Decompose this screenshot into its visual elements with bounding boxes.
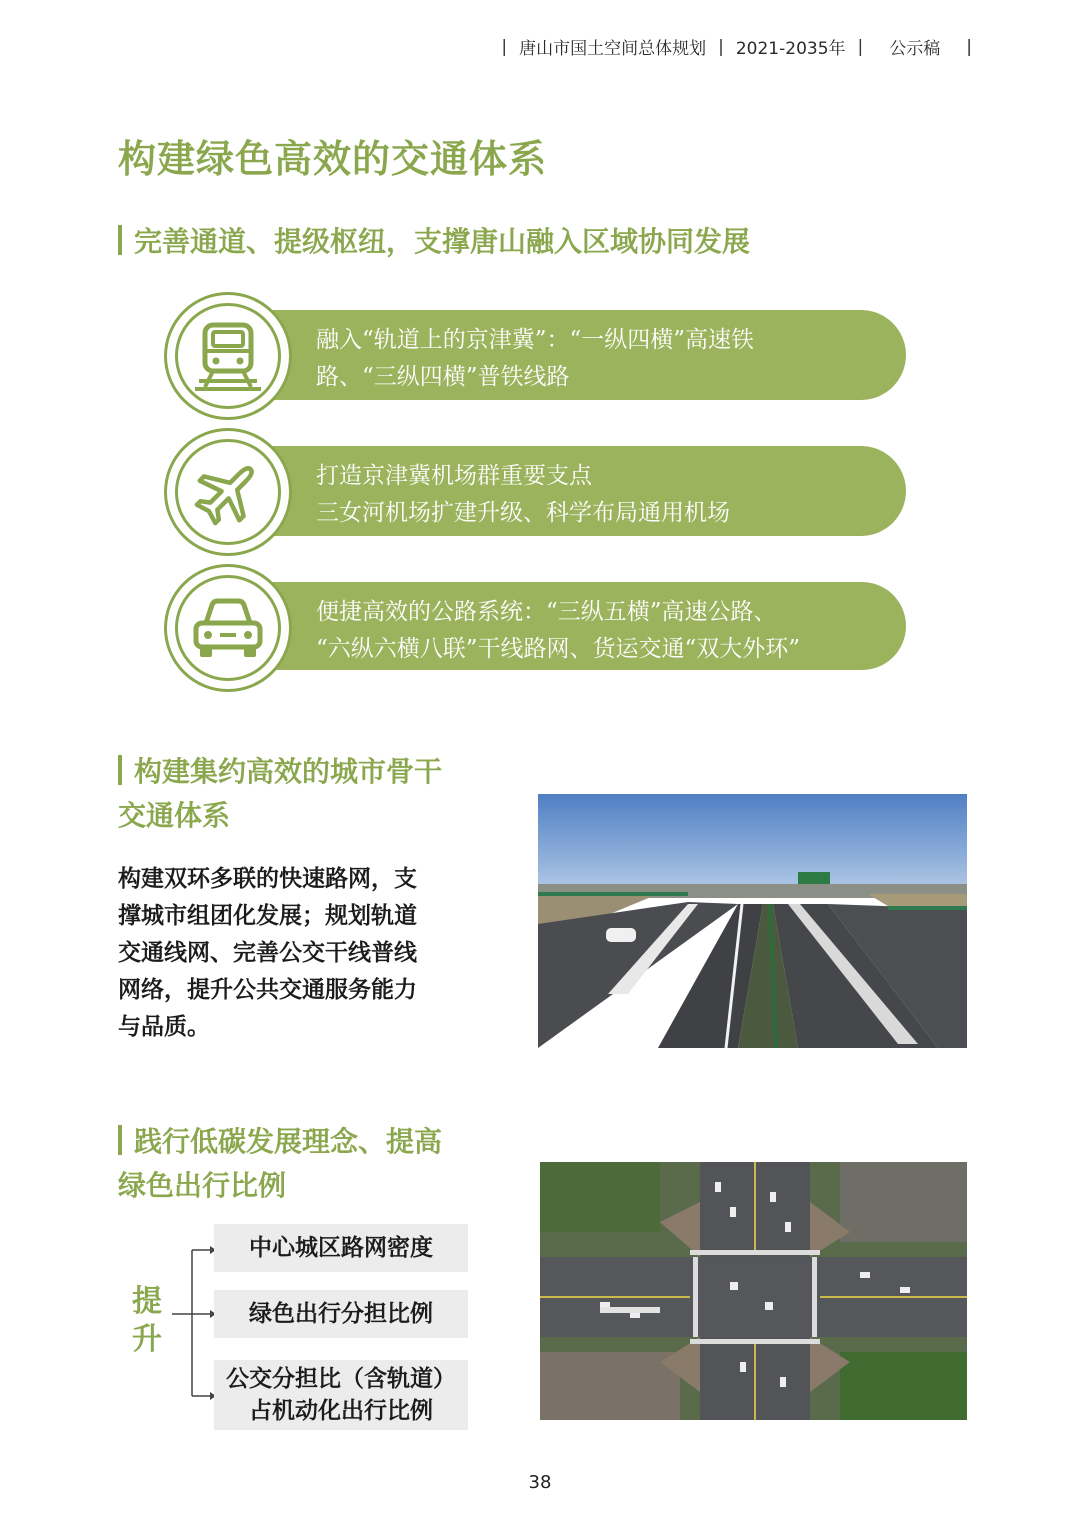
body-line: 撑城市组团化发展；规划轨道 [118,902,417,929]
section3-heading [118,1120,498,1208]
metric-line: 占机动化出行比例 [249,1397,433,1424]
highway-illustration [538,794,967,1048]
metric-road-density [214,1224,468,1272]
heading-bar [118,755,122,785]
section2-heading [118,750,498,838]
section2-heading-line [118,750,498,794]
body-line: 构建双环多联的快速路网，支 [118,865,417,892]
pill-line: 融入“轨道上的京津冀”：“一纵四横”高速铁 [316,327,755,353]
pill-line: “六纵六横八联”干线路网、货运交通“双大外环” [316,636,801,662]
heading-bar [118,225,122,255]
airplane-icon [190,454,266,530]
header-divider: | [966,36,972,57]
train-badge-inner [175,303,281,409]
metric-transit-share [214,1360,468,1430]
body-line: 与品质。 [118,1013,210,1040]
metric-green-travel [214,1290,468,1338]
heading-bar [118,1125,122,1155]
section3-heading-line: 绿色出行比例 [118,1169,287,1202]
highway-info-pill [218,582,906,670]
pill-line: 打造京津冀机场群重要支点 [316,463,592,489]
boost-label: 提升 [132,1284,162,1357]
header-divider: | [501,36,508,57]
pill-line: 便捷高效的公路系统：“三纵五横”高速公路、 [316,599,777,625]
section1-heading [118,220,750,264]
page-number: 38 [528,1472,552,1493]
highway-photo [538,794,967,1048]
airplane-badge-inner [175,439,281,545]
car-badge [164,564,292,692]
metric-line: 公交分担比（含轨道） [226,1365,456,1392]
section2-heading-text: 构建集约高效的城市骨干 [134,755,443,788]
body-line: 网络，提升公共交通服务能力 [118,976,417,1003]
car-icon [190,593,266,663]
pill-text [316,458,878,532]
page-title: 构建绿色高效的交通体系 [118,137,548,181]
airport-info-pill [218,446,906,536]
header-title: 唐山市国土空间总体规划 [519,39,707,59]
section2-heading-line: 交通体系 [118,799,231,832]
pill-text [316,594,878,668]
metric-line: 绿色出行分担比例 [249,1300,433,1327]
metric-line: 中心城区路网密度 [249,1234,433,1261]
bracket-arrows [168,1236,218,1410]
pill-line: 路、“三纵四横”普铁线路 [316,364,570,390]
section3-heading-line [118,1120,498,1164]
train-info-pill [218,310,906,400]
airplane-badge [164,428,292,556]
intersection-illustration [540,1162,967,1420]
section2-body [118,860,488,1045]
pill-line: 三女河机场扩建升级、科学布局通用机场 [316,500,730,526]
car-badge-inner [175,575,281,681]
train-icon [191,319,265,393]
header-divider: | [718,36,724,57]
header-period: 2021-2035年 [735,39,846,59]
header-divider: | [857,36,864,57]
section3-heading-text: 践行低碳发展理念、提高 [134,1125,443,1158]
body-line: 交通线网、完善公交干线普线 [118,939,417,966]
train-badge [164,292,292,420]
page-header [489,34,972,59]
intersection-photo [540,1162,967,1420]
pill-text [316,322,878,396]
section1-heading-text: 完善通道、提级枢纽，支撑唐山融入区域协同发展 [134,225,751,258]
header-status: 公示稿 [889,39,941,59]
